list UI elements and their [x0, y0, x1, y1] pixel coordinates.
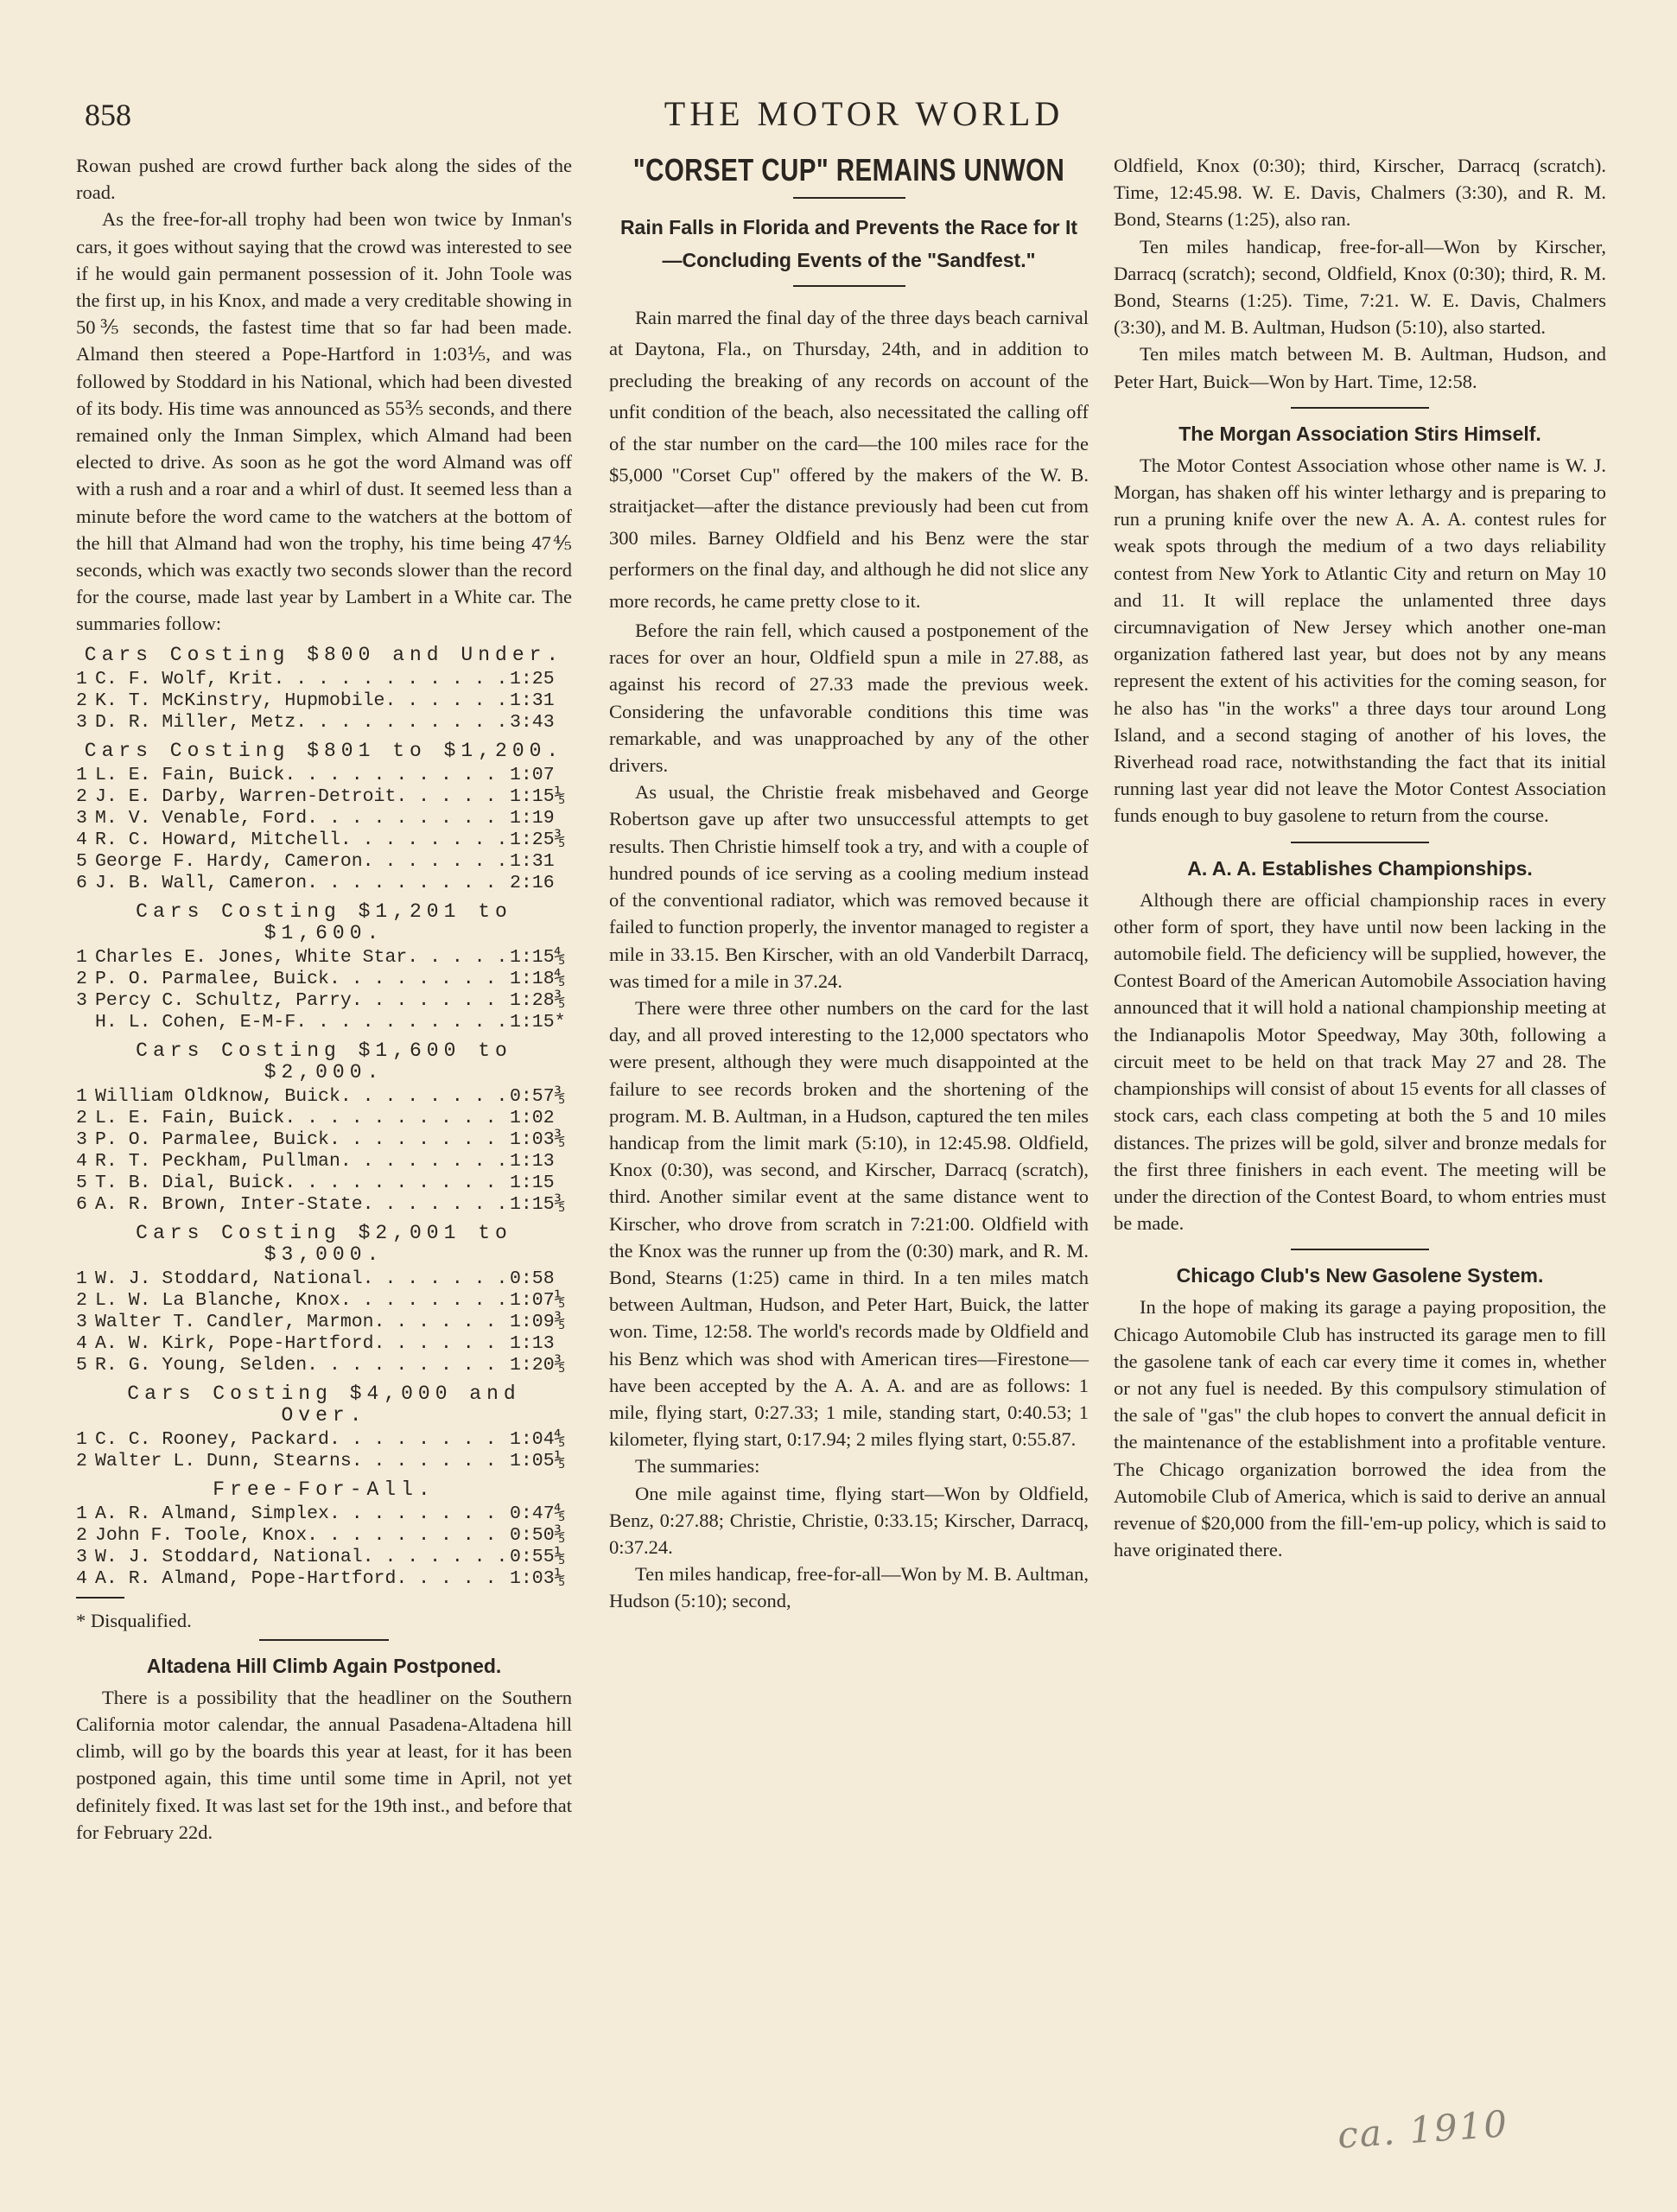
article-paragraph: The Motor Contest Association whose other name is W. J. Morgan, has shaken off his winter lethargy and is preparing to run a pruning knife over the new A. A. A. contest rules for weak spots through the medium of a two days reliability contest from New York to Atlantic City and return on May 10 and 11. It will replace the unlamented three days circumnavigation of New Jersey which another one-man organization fathered last year, but does not by any means represent the extent of his activities for the coming season, for he also has "in the works" a three days tour around Long Island, and a second staging of another of his loves, the Riverhead road race, notwithstanding the fact that its initial running last year did not leave the Motor Contest Association funds enough to buy gasolene to return from the course.: [1114, 454, 1606, 827]
article-heading-altadena: Altadena Hill Climb Again Postponed.: [146, 1654, 502, 1677]
result-position: 2: [76, 1524, 87, 1546]
handwritten-date-note: ca. 1910: [1336, 2102, 1510, 2157]
result-driver-car: William Oldknow, Buick: [95, 1085, 340, 1107]
results-category-heading: Cars Costing $2,001 to $3,000.: [136, 1221, 512, 1266]
divider: [76, 1597, 124, 1599]
article-paragraph: The summaries:: [635, 1455, 760, 1478]
result-time: 1:28⅗: [510, 989, 566, 1011]
results-category-heading: Cars Costing $801 to $1,200.: [84, 739, 564, 762]
results-category-heading: Free-For-All.: [213, 1478, 435, 1501]
result-driver-car: R. G. Young, Selden: [95, 1354, 308, 1376]
article-paragraph: Ten miles handicap, free-for-all—Won by M. B. Aultman, Hudson (5:10); second,: [609, 1563, 1089, 1612]
column-left: [76, 152, 572, 1846]
article-paragraph: Ten miles match between M. B. Aultman, Hudson, and Peter Hart, Buick—Won by Hart. Time, 12:58.: [1114, 343, 1606, 392]
result-row: [76, 1503, 572, 1525]
article-paragraph: Before the rain fell, which caused a postponement of the races for over an hour, Oldfield spun a mile in 27.88, as against his record of 27.33 made the previous week. Considering the unfavorable conditions this time was remarkable, and was unapproached by any of the other drivers.: [609, 620, 1089, 777]
result-position: 2: [76, 690, 87, 711]
leader-dots: [295, 712, 505, 734]
divider: [793, 197, 905, 199]
leader-dots: [284, 1173, 505, 1194]
result-position: 5: [76, 1354, 87, 1376]
result-position: 3: [76, 1128, 87, 1150]
result-position: 2: [76, 1289, 87, 1311]
result-time: 1:03⅗: [510, 1128, 566, 1150]
result-position: 6: [76, 1193, 87, 1215]
result-driver-car: C. C. Rooney, Packard: [95, 1428, 329, 1450]
result-time: 1:09⅗: [510, 1311, 566, 1332]
result-time: 1:15⅕: [510, 785, 566, 807]
result-driver-car: L. W. La Blanche, Knox: [95, 1289, 340, 1311]
result-row: [76, 1312, 572, 1333]
article-paragraph: In the hope of making its garage a paying proposition, the Chicago Automobile Club has instructed its garage men to fill the gasolene tank of each car every time it comes in, whether or not any fuel is needed. By this compulsory stimulation of the sale of "gas" the club hopes to convert the annual deficit in the maintenance of the establishment into a profitable venture. The Chicago organization borrowed the idea from the Automobile Club of America, which is said to derive an annual revenue of $20,000 from the fill-'em-up policy, which is said to have originated there.: [1114, 1296, 1606, 1561]
leader-dots: [340, 830, 505, 851]
result-time: 3:43: [510, 711, 555, 733]
result-row: [76, 1568, 572, 1590]
result-time: 1:31: [510, 850, 555, 872]
leader-dots: [407, 947, 505, 969]
result-driver-car: Percy C. Schultz, Parry: [95, 989, 352, 1011]
article-paragraph: Rain marred the final day of the three days beach carnival at Daytona, Fla., on Thursday, 24th, and in addition to precluding the breaking of any records on account of the unfit condition of the beach, also necessitated the calling off of the star number on the card—the 100 miles race for the $5,000 "Corset Cup" offered by the makers of the W. B. straitjacket—after the distance previously had been cut from 300 miles. Barney Oldfield and his Benz were the star performers on the final day, and although he did not slice any more records, he came pretty close to it.: [609, 307, 1089, 612]
result-row: [76, 851, 572, 873]
leader-dots: [352, 990, 505, 1012]
page-number: 858: [85, 98, 131, 132]
result-time: 0:47⅘: [510, 1503, 566, 1524]
result-position: 1: [76, 946, 87, 968]
result-time: 0:50⅗: [510, 1524, 566, 1546]
result-driver-car: L. E. Fain, Buick: [95, 1107, 285, 1128]
result-position: 4: [76, 1150, 87, 1172]
result-position: [76, 1012, 92, 1033]
result-driver-car: M. V. Venable, Ford: [95, 807, 308, 829]
result-time: 1:15*: [510, 1011, 566, 1033]
leader-dots: [374, 1333, 505, 1355]
leader-dots: [363, 851, 505, 873]
result-row: [76, 1151, 572, 1173]
result-position: 2: [76, 1107, 87, 1128]
result-row: [76, 1194, 572, 1216]
result-row: [76, 1086, 572, 1108]
result-row: [76, 786, 572, 808]
footnote: * Disqualified.: [76, 1609, 192, 1631]
result-driver-car: George F. Hardy, Cameron: [95, 850, 363, 872]
result-position: 2: [76, 785, 87, 807]
article-heading-morgan: The Morgan Association Stirs Himself.: [1178, 422, 1541, 445]
leader-dots: [329, 969, 505, 990]
result-row: [76, 947, 572, 969]
result-position: 3: [76, 807, 87, 829]
result-position: 1: [76, 1503, 87, 1524]
result-driver-car: A. R. Almand, Simplex: [95, 1503, 329, 1524]
result-position: 1: [76, 1085, 87, 1107]
result-position: 3: [76, 989, 87, 1011]
article-paragraph: One mile against time, flying start—Won by Oldfield, Benz, 0:27.88; Christie, Christie, 0:33.15; Kirscher, Darracq, 0:37.24.: [609, 1482, 1089, 1558]
leader-dots: [363, 1547, 505, 1568]
result-row: [76, 1525, 572, 1547]
result-driver-car: R. T. Peckham, Pullman: [95, 1150, 340, 1172]
article-heading-chicago: Chicago Club's New Gasolene System.: [1176, 1264, 1544, 1287]
article-paragraph: Ten miles handicap, free-for-all—Won by Kirscher, Darracq (scratch); second, Oldfield, Knox (0:30); third, R. M. Bond, Stearns (1:25). Time, 7:21. W. E. Davis, Chalmers (3:30), and M. B. Aultman, Hudson (5:10), also started.: [1114, 235, 1606, 339]
result-time: 0:58: [510, 1268, 555, 1289]
result-time: 1:07⅕: [510, 1289, 566, 1311]
result-driver-car: D. R. Miller, Metz: [95, 711, 296, 733]
article-paragraph: Oldfield, Knox (0:30); third, Kirscher, Darracq (scratch). Time, 12:45.98. W. E. Davis, Chalmers (3:30), and R. M. Bond, Stearns (1:25), also ran.: [1114, 155, 1606, 231]
result-driver-car: W. J. Stoddard, National: [95, 1546, 363, 1567]
result-time: 1:04⅘: [510, 1428, 566, 1450]
article-paragraph: There is a possibility that the headliner on the Southern California motor calendar, the annual Pasadena-Altadena hill climb, will go by the boards this year at least, for it has been postponed again, this time until some time in April, not yet definitely fixed. It was last set for the 19th inst., and before that for February 22d.: [76, 1686, 572, 1843]
result-row: [76, 690, 572, 712]
leader-dots: [363, 1194, 505, 1216]
result-row: [76, 1129, 572, 1151]
result-position: 3: [76, 711, 87, 733]
result-driver-car: A. R. Almand, Pope-Hartford: [95, 1567, 397, 1589]
result-position: 6: [76, 872, 87, 893]
result-driver-car: A. R. Brown, Inter-State: [95, 1193, 363, 1215]
leader-dots: [307, 873, 505, 894]
result-row: [76, 669, 572, 690]
result-time: 1:05⅕: [510, 1450, 566, 1471]
result-row: [76, 765, 572, 786]
results-category-heading: Cars Costing $4,000 and Over.: [127, 1382, 521, 1427]
article-paragraph: As usual, the Christie freak misbehaved and George Robertson gave up after two unsuccessful attempts to get results. Then Christie himself took a try, and with a couple of hundred pounds of ice serving as a cooling medium instead of the conventional radiator, which was removed because it failed to function properly, the inventor managed to register a mile in 33.15. Ben Kirscher, with an old Vanderbilt Darracq, was timed for a mile in 37.24.: [609, 781, 1089, 992]
leader-dots: [396, 1568, 505, 1590]
result-position: 4: [76, 1567, 87, 1589]
article-paragraph: Rowan pushed are crowd further back along the sides of the road.: [76, 155, 572, 204]
divider: [793, 285, 905, 287]
result-row: [76, 1173, 572, 1194]
result-row: [76, 873, 572, 894]
result-driver-car: Charles E. Jones, White Star: [95, 946, 408, 968]
result-driver-car: R. C. Howard, Mitchell: [95, 829, 340, 850]
result-time: 1:31: [510, 690, 555, 711]
divider: [1291, 842, 1429, 843]
result-row: [76, 712, 572, 734]
masthead: THE MOTOR WORLD: [664, 94, 1064, 133]
result-driver-car: A. W. Kirk, Pope-Hartford: [95, 1332, 374, 1354]
result-position: 4: [76, 829, 87, 850]
result-row: [76, 990, 572, 1012]
results-category-heading: Cars Costing $1,600 to $2,000.: [136, 1039, 512, 1084]
result-driver-car: W. J. Stoddard, National: [95, 1268, 363, 1289]
result-driver-car: J. E. Darby, Warren-Detroit: [95, 785, 397, 807]
result-driver-car: P. O. Parmalee, Buick: [95, 968, 329, 989]
result-driver-car: Walter L. Dunn, Stearns: [95, 1450, 352, 1471]
result-time: 1:15⅗: [510, 1193, 566, 1215]
leader-dots: [329, 1429, 505, 1451]
article-paragraph: Although there are official championship races in every other form of sport, they have until now been lacking in the automobile field. The deficiency will be supplied, however, the Contest Board of the American Automobile Association having announced that it will hold a national championship meeting at the Indianapolis Motor Speedway, May 30th, following a circuit meet to be held on that track May 27 and 28. The championships will consist of about 15 events for all classes of stock cars, each class competing at both the 5 and 10 miles distances. The prizes will be gold, silver and bronze medals for the first three finishers in each event. The meeting will be under the direction of the Contest Board, to whom entries must be made.: [1114, 888, 1606, 1235]
result-time: 1:19: [510, 807, 555, 829]
leader-dots: [329, 1129, 505, 1151]
result-driver-car: K. T. McKinstry, Hupmobile: [95, 690, 385, 711]
result-driver-car: H. L. Cohen, E-M-F: [95, 1011, 296, 1033]
leader-dots: [340, 1290, 505, 1312]
result-time: 1:20⅗: [510, 1354, 566, 1376]
results-list: [76, 645, 572, 1590]
result-time: 1:07: [510, 764, 555, 785]
result-driver-car: L. E. Fain, Buick: [95, 764, 285, 785]
leader-dots: [307, 1525, 505, 1547]
result-position: 1: [76, 1428, 87, 1450]
leader-dots: [374, 1312, 505, 1333]
leader-dots: [284, 1108, 505, 1129]
result-driver-car: C. F. Wolf, Krit: [95, 668, 274, 690]
leader-dots: [273, 669, 505, 690]
leader-dots: [307, 1355, 505, 1376]
result-time: 1:15⅘: [510, 946, 566, 968]
divider: [1291, 1249, 1429, 1250]
result-driver-car: T. B. Dial, Buick: [95, 1172, 285, 1193]
result-row: [76, 1333, 572, 1355]
article-headline: "CORSET CUP" REMAINS UNWON: [632, 152, 1065, 188]
result-time: 1:25⅗: [510, 829, 566, 850]
article-deck: Rain Falls in Florida and Prevents the Race for It—Concluding Events of the "Sandfest.": [619, 216, 1078, 271]
result-position: 5: [76, 1172, 87, 1193]
leader-dots: [307, 808, 505, 830]
result-row: [76, 1012, 572, 1033]
result-row: [76, 1547, 572, 1568]
result-driver-car: P. O. Parmalee, Buick: [95, 1128, 329, 1150]
result-driver-car: J. B. Wall, Cameron: [95, 872, 308, 893]
article-heading-aaa: A. A. A. Establishes Championships.: [1187, 856, 1533, 880]
article-paragraph: As the free-for-all trophy had been won twice by Inman's cars, it goes without saying that the crowd was interested to see if he would gain permanent possession of it. John Toole was the first up, in his Knox, and made a very creditable showing in 50⅗ seconds, the fastest time that so far had been made. Almand then steered a Pope-Hartford in 1:03⅕, and was followed by Stoddard in his National, which had been divested of its body. His time was announced as 55⅗ seconds, and there remained only the Inman Simplex, which Almand had been elected to drive. As soon as he got the word Almand was off with a rush and a roar and a whirl of dust. It seemed less than a minute before the word came to the watchers at the bottom of the hill that Almand had won the trophy, his time being 47⅘ seconds, which was exactly two seconds slower than the record for the course, made last year by Lambert in a White car. The summaries follow:: [76, 208, 572, 635]
leader-dots: [396, 786, 505, 808]
result-position: 1: [76, 668, 87, 690]
result-position: 3: [76, 1546, 87, 1567]
result-position: 1: [76, 764, 87, 785]
result-position: 2: [76, 968, 87, 989]
result-driver-car: Walter T. Candler, Marmon: [95, 1311, 374, 1332]
results-category-heading: Cars Costing $800 and Under.: [84, 643, 564, 666]
column-center: [609, 152, 1089, 1615]
result-time: 1:25: [510, 668, 555, 690]
result-time: 1:13: [510, 1332, 555, 1354]
result-row: [76, 1355, 572, 1376]
leader-dots: [340, 1086, 505, 1108]
result-row: [76, 1429, 572, 1451]
divider: [259, 1639, 389, 1641]
result-position: 1: [76, 1268, 87, 1289]
article-paragraph: There were three other numbers on the card for the last day, and all proved interesting to the 12,000 spectators who were present, although they were much disappointed at the failure to see records broken and the shortening of the program. M. B. Aultman, in a Hudson, captured the ten miles handicap from the limit mark (5:10), in 12:45.98. Oldfield, Knox (0:30), was second, and Kirscher, Darracq (scratch), third. Another similar event at the same distance went to Kirscher, who drove from scratch in 7:21:00. Oldfield with the Knox was the runner up from the (0:30) mark, and R. M. Bond, Stearns (1:25) came in third. In a ten miles match between Aultman, Hudson, and Peter Hart, Buick, the latter won. Time, 12:58. The world's records made by Oldfield and his Benz which was shod with American tires—Firestone—have been accepted by the A. A. A. and are as follows: 1 mile, flying start, 0:27.33; 1 mile, standing start, 0:40.53; 1 kilometer, flying start, 0:17.94; 2 miles flying start, 0:55.87.: [609, 996, 1089, 1451]
result-row: [76, 969, 572, 990]
leader-dots: [329, 1503, 505, 1525]
leader-dots: [363, 1268, 505, 1290]
result-time: 1:13: [510, 1150, 555, 1172]
column-right: [1114, 152, 1606, 1563]
result-position: 3: [76, 1311, 87, 1332]
leader-dots: [295, 1012, 505, 1033]
result-position: 5: [76, 850, 87, 872]
result-driver-car: John F. Toole, Knox: [95, 1524, 308, 1546]
divider: [1291, 407, 1429, 409]
result-time: 0:55⅕: [510, 1546, 566, 1567]
leader-dots: [384, 690, 505, 712]
result-row: [76, 1290, 572, 1312]
result-row: [76, 808, 572, 830]
leader-dots: [352, 1451, 505, 1472]
result-row: [76, 1451, 572, 1472]
leader-dots: [340, 1151, 505, 1173]
result-position: 4: [76, 1332, 87, 1354]
result-row: [76, 1268, 572, 1290]
result-time: 2:16: [510, 872, 555, 893]
result-time: 1:03⅕: [510, 1567, 566, 1589]
result-position: 2: [76, 1450, 87, 1471]
result-time: 1:02: [510, 1107, 555, 1128]
result-time: 1:15: [510, 1172, 555, 1193]
result-time: 1:18⅘: [510, 968, 566, 989]
result-time: 0:57⅗: [510, 1085, 566, 1107]
result-row: [76, 1108, 572, 1129]
result-row: [76, 830, 572, 851]
results-category-heading: Cars Costing $1,201 to $1,600.: [136, 899, 512, 944]
leader-dots: [284, 765, 505, 786]
